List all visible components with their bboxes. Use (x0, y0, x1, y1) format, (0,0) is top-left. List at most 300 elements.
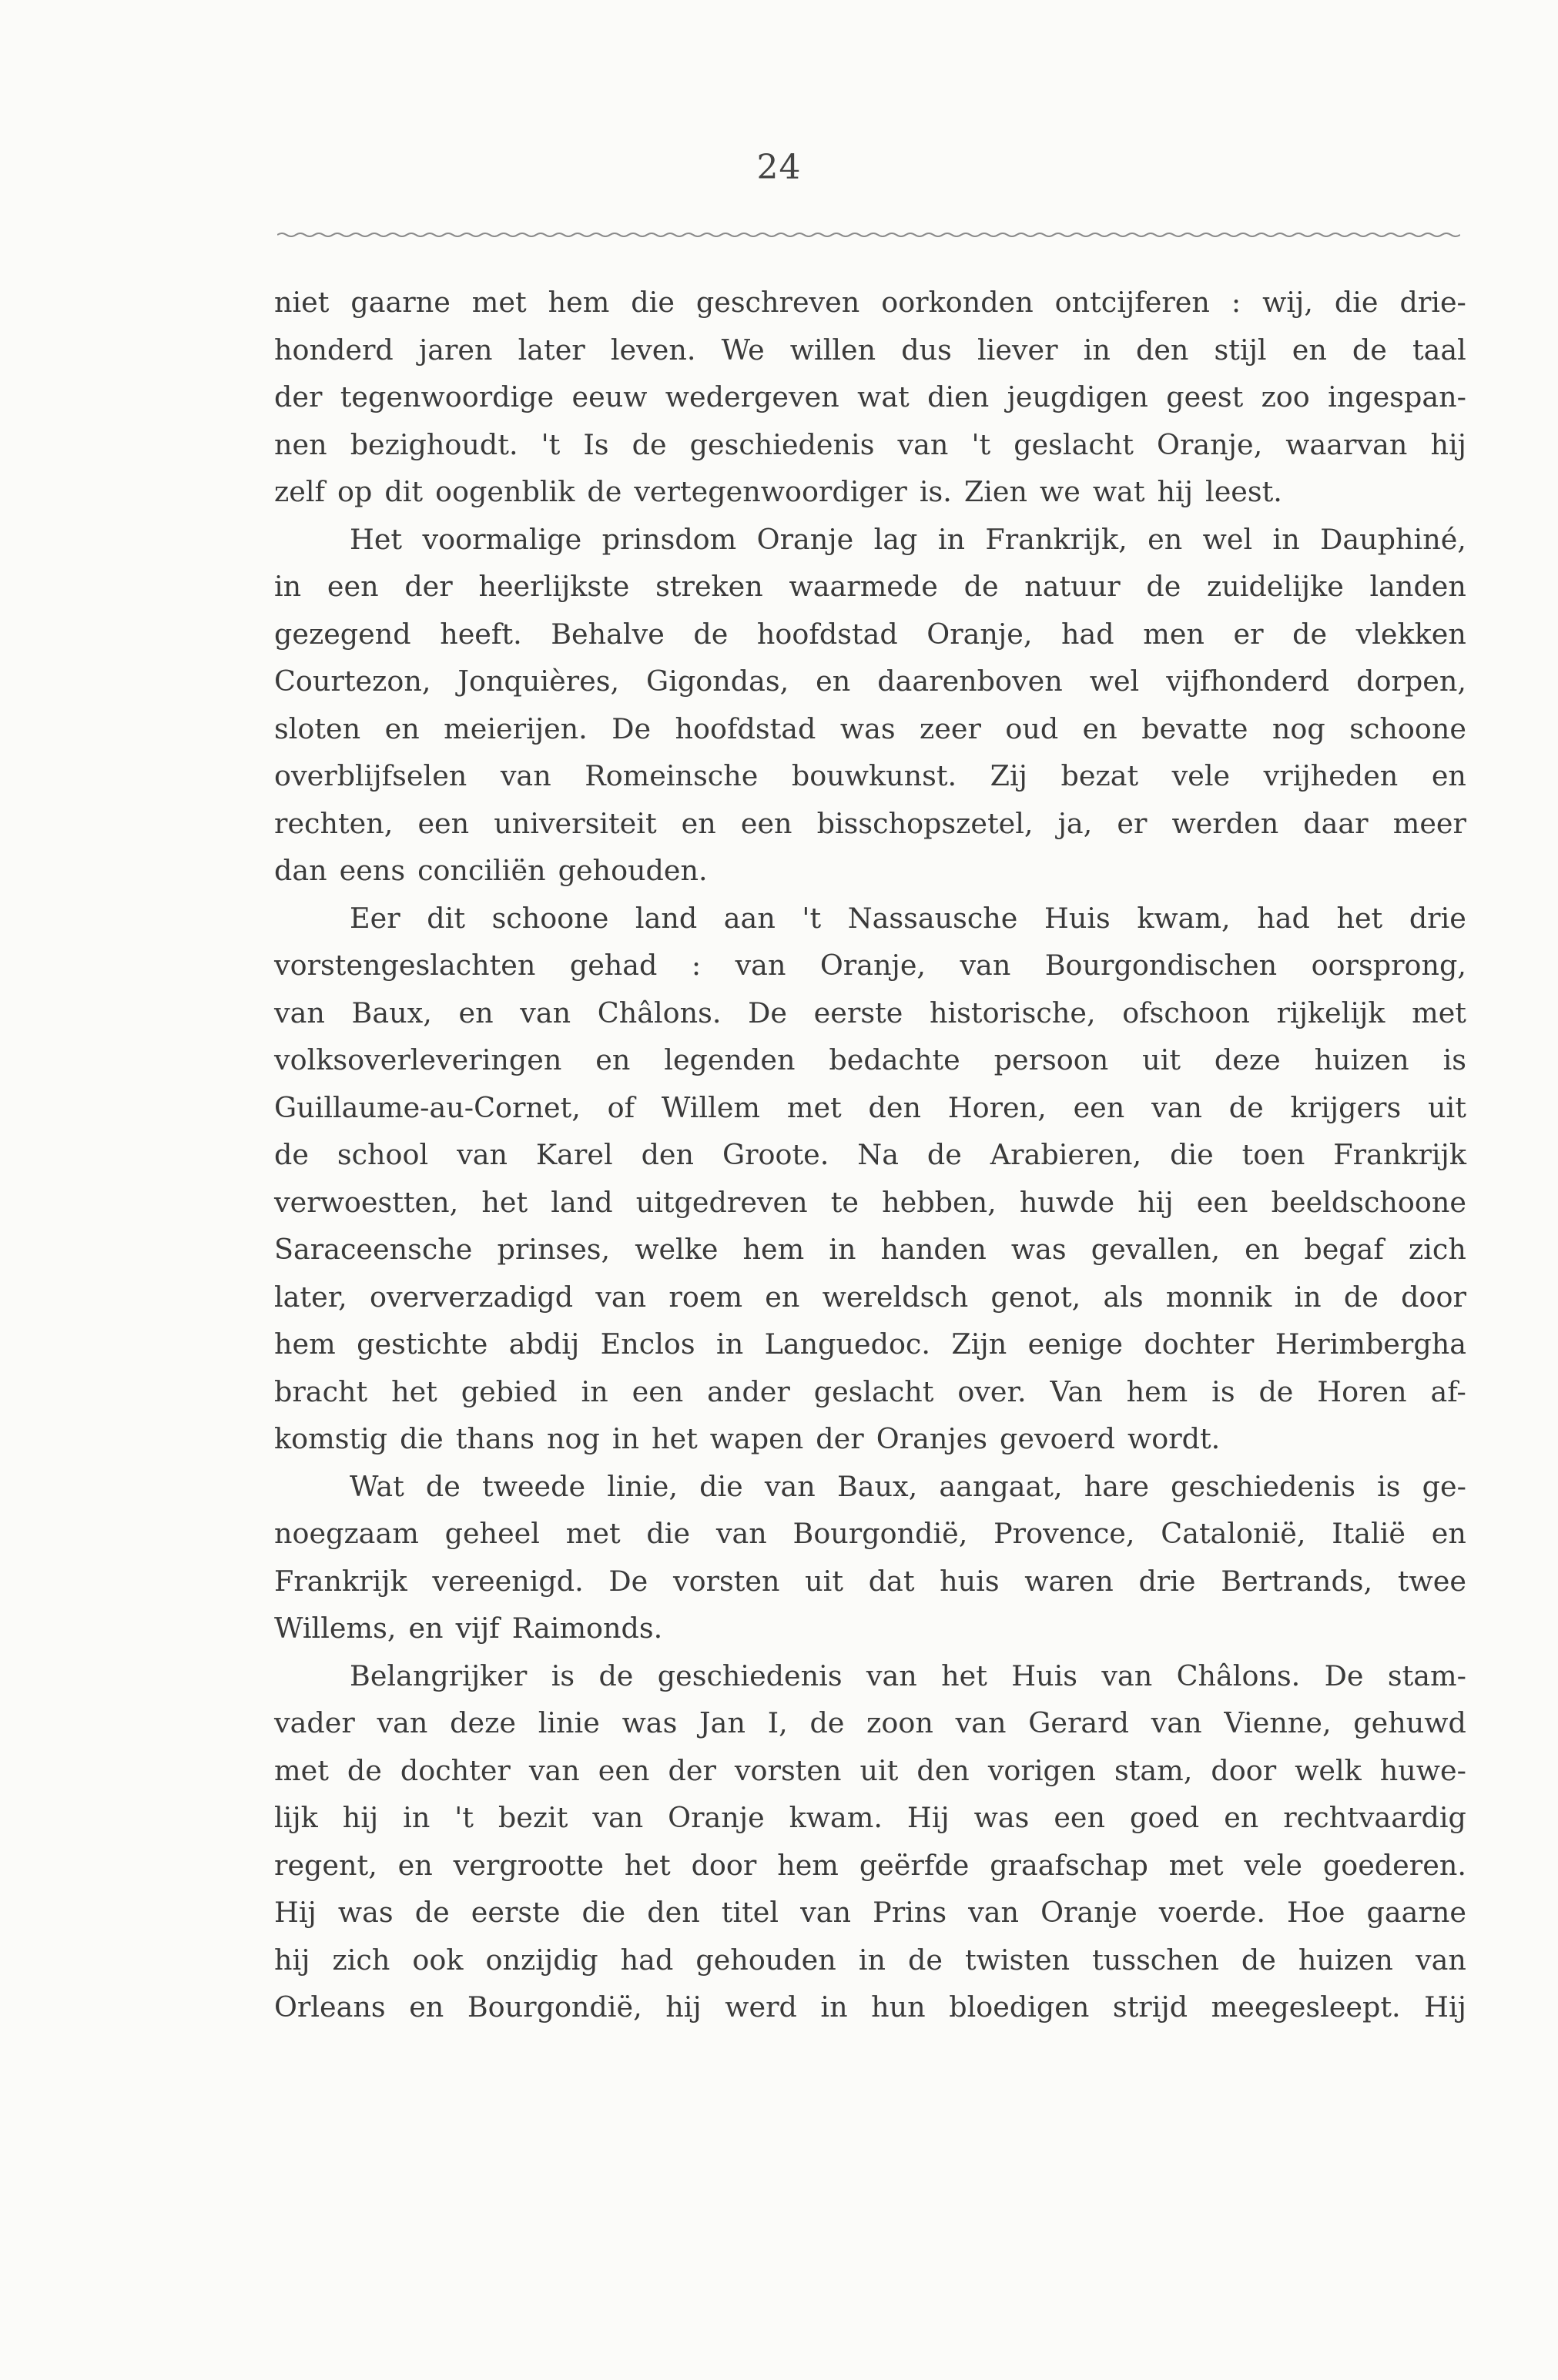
word: in (611, 1422, 640, 1455)
word: Châlons. (1176, 1659, 1301, 1692)
word: van (968, 1896, 1020, 1929)
word: bezighoudt. (350, 427, 518, 461)
word: hoofdstad (756, 617, 898, 651)
word: vereenigd. (432, 1564, 584, 1598)
word: hem (274, 1327, 336, 1361)
word: linie, (607, 1469, 678, 1503)
word: lijk (274, 1801, 318, 1834)
text-line (274, 895, 1466, 942)
word: zoo (1261, 380, 1310, 413)
word: van (764, 1469, 816, 1503)
word: Baux, (351, 996, 432, 1029)
word: die (1170, 1138, 1214, 1171)
word: beeldschoone (1271, 1185, 1466, 1219)
word: linie (538, 1706, 600, 1739)
text-line (274, 800, 1466, 848)
word: Behalve (551, 617, 665, 651)
word: hij (1430, 427, 1466, 461)
word: strijd (1112, 1990, 1188, 2024)
word: geschiedenis (657, 1659, 843, 1692)
word: stam, (1114, 1753, 1193, 1787)
word: huizen (1298, 1943, 1393, 1977)
word: was (973, 1801, 1030, 1834)
word: zich (332, 1943, 390, 1977)
word: tweede (482, 1469, 586, 1503)
word: met (786, 1090, 842, 1124)
word: van (500, 759, 551, 792)
word: is (1442, 1043, 1466, 1076)
word: van (1415, 1943, 1466, 1977)
word: gevallen, (1091, 1233, 1221, 1266)
word: toen (1241, 1138, 1305, 1171)
word: rechten, (274, 806, 394, 840)
word: dus (901, 333, 952, 367)
word: wedergeven (665, 380, 839, 413)
word: kwam, (1137, 901, 1231, 935)
word: Wat (350, 1469, 404, 1503)
word: geslacht (1014, 427, 1134, 461)
text-line (274, 563, 1466, 611)
word: als (1103, 1280, 1144, 1314)
word: uit (859, 1753, 899, 1787)
word: van (457, 1138, 508, 1171)
word: gezegend (274, 617, 411, 651)
text-line (274, 279, 1466, 326)
word: : (1231, 286, 1241, 319)
word: is. (919, 475, 952, 508)
word: goed (1129, 1801, 1200, 1834)
word: de (908, 1943, 943, 1977)
word: De (748, 996, 788, 1029)
word: legenden (664, 1043, 796, 1076)
word: schoone (1349, 711, 1466, 745)
word: van (1101, 1659, 1153, 1692)
word: zoon (866, 1706, 933, 1739)
word: wel (1202, 522, 1253, 556)
word: 't (541, 427, 561, 461)
word: de (414, 1896, 450, 1929)
word: gebied (461, 1374, 558, 1408)
word: Arabieren, (990, 1138, 1142, 1171)
word: bezit (498, 1801, 568, 1834)
word: is (1211, 1374, 1235, 1408)
word: meegesleept. (1211, 1990, 1401, 2024)
word: werd (725, 1990, 797, 2024)
word: komstig (274, 1422, 388, 1455)
word: die (581, 1896, 626, 1929)
word: het (652, 1422, 698, 1455)
ornament-wavy-rule (277, 228, 1460, 242)
word: zuidelijke (1207, 570, 1344, 603)
word: Willem (661, 1090, 761, 1124)
word: een (327, 570, 379, 603)
word: leest. (1205, 475, 1282, 508)
word: de (1292, 617, 1328, 651)
word: van (960, 949, 1011, 982)
word: bezat (1060, 759, 1139, 792)
word: gehouden. (558, 854, 708, 887)
word: hem (548, 286, 610, 319)
word: vorsten (672, 1564, 780, 1598)
word: dochter (400, 1753, 511, 1787)
word: der (404, 570, 453, 603)
word: universiteit (494, 806, 657, 840)
text-line (274, 1415, 1466, 1463)
word: het (391, 1374, 437, 1408)
word: graafschap (990, 1848, 1148, 1882)
text-line (274, 1226, 1466, 1274)
word: en (1224, 1801, 1259, 1834)
word: natuur (1024, 570, 1121, 603)
word: een (1196, 1185, 1248, 1219)
word: het (624, 1848, 671, 1882)
word: schoone (491, 901, 609, 935)
word: dit (427, 901, 465, 935)
word: I, (767, 1706, 788, 1739)
word: Belangrijker (350, 1659, 528, 1692)
word: niet (274, 286, 330, 319)
word: De (1324, 1659, 1364, 1692)
word: bloedigen (949, 1990, 1090, 2024)
word: prinses, (497, 1233, 611, 1266)
word: hij (274, 1943, 310, 1977)
word: de (587, 475, 622, 508)
text-line (274, 1368, 1466, 1416)
word: Saraceensche (274, 1233, 473, 1266)
word: deze (1214, 1043, 1281, 1076)
word: van (595, 1280, 647, 1314)
word: vertegenwoordiger (634, 475, 907, 508)
word: kwam. (789, 1801, 883, 1834)
word: Frankrijk (1333, 1138, 1466, 1171)
word: op (337, 475, 373, 508)
word: nog (1272, 711, 1325, 745)
word: ander (707, 1374, 790, 1408)
word: een (1054, 1801, 1106, 1834)
word: hij (665, 1990, 702, 2024)
word: men (1143, 617, 1205, 651)
word: aan (723, 901, 776, 935)
word: twisten (965, 1943, 1070, 1977)
word: heerlijkste (478, 570, 630, 603)
text-line (274, 1842, 1466, 1890)
word: die (699, 1469, 743, 1503)
word: nen (274, 427, 327, 461)
word: overblijfselen (274, 759, 467, 792)
word: wapen (709, 1422, 804, 1455)
word: Catalonië, (1161, 1517, 1306, 1550)
word: regent, (274, 1848, 377, 1882)
word: die (631, 286, 675, 319)
word: de (1258, 1374, 1294, 1408)
word: Horen (1317, 1374, 1407, 1408)
word: geschiedenis (689, 427, 875, 461)
word: De (611, 711, 652, 745)
word: stijl (1214, 333, 1267, 367)
word: hebben, (882, 1185, 997, 1219)
word: de (1241, 1943, 1276, 1977)
word: Gerard (1028, 1706, 1129, 1739)
word: lag (873, 522, 918, 556)
text-line (274, 326, 1466, 374)
word: aangaat, (939, 1469, 1063, 1503)
word: volksoverleveringen (274, 1043, 562, 1076)
word: vrijheden (1263, 759, 1399, 792)
word: Oranje, (926, 617, 1033, 651)
word: en (458, 996, 494, 1029)
word: de (1352, 333, 1387, 367)
word: krijgers (1290, 1090, 1402, 1124)
word: streken (655, 570, 763, 603)
word: hem (777, 1848, 839, 1882)
word: leven. (610, 333, 696, 367)
word: de (1228, 1090, 1264, 1124)
word: uit (1142, 1043, 1181, 1076)
word: een (740, 806, 792, 840)
word: een (632, 1374, 684, 1408)
word: vorsten (734, 1753, 842, 1787)
word: daar (1303, 806, 1369, 840)
word: en (1245, 1233, 1280, 1266)
word: in (581, 1374, 608, 1408)
word: hij (1138, 1185, 1174, 1219)
word: der (274, 380, 323, 413)
word: was (839, 711, 896, 745)
word: Zien (963, 475, 1027, 508)
word: door (1211, 1753, 1277, 1787)
word: Groote. (722, 1138, 829, 1171)
text-line (274, 1699, 1466, 1747)
text-line (274, 1889, 1466, 1936)
word: eeuw (571, 380, 648, 413)
word: later, (274, 1280, 347, 1314)
text-line (274, 1131, 1466, 1179)
word: Vienne, (1224, 1706, 1332, 1739)
word: bedachte (829, 1043, 960, 1076)
word: deze (450, 1706, 516, 1739)
word: school (337, 1138, 429, 1171)
text-line (274, 1652, 1466, 1700)
word: bracht (274, 1374, 368, 1408)
word: liever (977, 333, 1058, 367)
word: onzijdig (485, 1943, 598, 1977)
word: dat (868, 1564, 915, 1598)
word: nog (546, 1422, 600, 1455)
text-line (274, 1510, 1466, 1558)
word: titel (721, 1896, 779, 1929)
word: er (1233, 617, 1264, 651)
word: Courtezon, (274, 664, 431, 698)
page-number: 24 (756, 148, 802, 187)
word: gaarne (1366, 1896, 1466, 1929)
word: drie- (1399, 286, 1466, 319)
word: eerste (471, 1896, 561, 1929)
word: van (866, 1659, 917, 1692)
word: De (608, 1564, 648, 1598)
text-line (274, 1036, 1466, 1084)
word: Frankrijk, (985, 522, 1127, 556)
word: monnik (1165, 1280, 1272, 1314)
word: ofschoon (1122, 996, 1250, 1029)
word: Raimonds. (511, 1612, 663, 1645)
word: huis (940, 1564, 1000, 1598)
text-line (274, 468, 1466, 516)
word: wat (1092, 475, 1145, 508)
word: dan (274, 854, 327, 887)
word: oorkonden (881, 286, 1034, 319)
word: Nassausche (847, 901, 1018, 935)
word: noegzaam (274, 1517, 419, 1550)
word: vorigen (987, 1753, 1097, 1787)
word: de (963, 570, 999, 603)
word: land (635, 901, 698, 935)
word: Baux, (836, 1469, 918, 1503)
word: goederen. (1322, 1848, 1466, 1882)
word: abdij (508, 1327, 580, 1361)
word: had (1061, 617, 1114, 651)
word: Hij (1424, 1990, 1466, 2024)
word: landen (1369, 570, 1466, 603)
word: van (800, 1896, 852, 1929)
word: het (481, 1185, 528, 1219)
word: dien (927, 380, 990, 413)
word: welk (1295, 1753, 1362, 1787)
word: een (1073, 1090, 1125, 1124)
word: daarenboven (877, 664, 1063, 698)
word: vorstengeslachten (274, 949, 536, 982)
word: het (1336, 901, 1383, 935)
word: de (632, 427, 667, 461)
word: uit (805, 1564, 844, 1598)
body-text (274, 279, 1466, 2031)
word: sloten (274, 711, 361, 745)
text-line (274, 1747, 1466, 1795)
word: Châlons. (597, 996, 722, 1029)
word: en (384, 711, 420, 745)
word: uitgedreven (635, 1185, 808, 1219)
word: het (941, 1659, 987, 1692)
word: vijfhonderd (1166, 664, 1330, 698)
word: Provence, (993, 1517, 1135, 1550)
word: wordt. (1127, 1422, 1221, 1455)
word: : (691, 949, 702, 982)
word: Romeinsche (585, 759, 759, 792)
word: een (598, 1753, 650, 1787)
word: dochter (1144, 1327, 1255, 1361)
word: ook (412, 1943, 464, 1977)
word: Bourgondië, (792, 1517, 968, 1550)
word: of (607, 1090, 635, 1124)
word: eens (339, 854, 406, 887)
text-line (274, 1084, 1466, 1132)
word: Oranjes (876, 1422, 987, 1455)
word: huizen (1314, 1043, 1409, 1076)
word: de (693, 617, 729, 651)
word: en (397, 1848, 433, 1882)
word: de (809, 1706, 845, 1739)
text-line (274, 1321, 1466, 1368)
word: den (647, 1896, 700, 1929)
text-line (274, 421, 1466, 469)
word: voormalige (422, 522, 582, 556)
word: oogenblik (435, 475, 575, 508)
word: oud (1005, 711, 1059, 745)
word: bouwkunst. (791, 759, 957, 792)
word: vlekken (1355, 617, 1466, 651)
word: Bourgondië, (467, 1990, 642, 2024)
text-line (274, 1983, 1466, 2031)
word: de (425, 1469, 461, 1503)
word: Hoe (1287, 1896, 1345, 1929)
word: rijkelijk (1276, 996, 1385, 1029)
text-line (274, 1936, 1466, 1984)
word: huwe- (1379, 1753, 1466, 1787)
word: in (716, 1327, 744, 1361)
word: roem (668, 1280, 743, 1314)
word: den (868, 1090, 921, 1124)
word: dit (384, 475, 424, 508)
word: van (377, 1706, 428, 1739)
word: We (721, 333, 765, 367)
word: ingespan- (1328, 380, 1466, 413)
word: is (1377, 1469, 1401, 1503)
word: Oranje (668, 1801, 765, 1834)
word: Oranje (756, 522, 854, 556)
word: Oranje, (819, 949, 926, 982)
word: in (937, 522, 966, 556)
word: genot, (990, 1280, 1081, 1314)
word: zeer (920, 711, 981, 745)
word: stam- (1387, 1659, 1466, 1692)
word: Dauphiné, (1320, 522, 1466, 556)
word: welke (635, 1233, 719, 1266)
word: in (829, 1233, 856, 1266)
word: had (1257, 901, 1310, 935)
word: werden (1171, 806, 1279, 840)
word: meierijen. (444, 711, 588, 745)
word: en (1431, 759, 1466, 792)
word: gaarne (350, 286, 451, 319)
word: thans (455, 1422, 534, 1455)
word: Italië (1332, 1517, 1406, 1550)
word: drie (1138, 1564, 1196, 1598)
word: wel (1089, 664, 1140, 698)
word: vergrootte (453, 1848, 605, 1882)
word: der (816, 1422, 864, 1455)
word: oververzadigd (369, 1280, 574, 1314)
word: verwoestten, (274, 1185, 459, 1219)
word: Van (1050, 1374, 1103, 1408)
word: 't (454, 1801, 474, 1834)
text-line (274, 1605, 1466, 1652)
word: vele (1244, 1848, 1302, 1882)
word: te (830, 1185, 859, 1219)
word: een (417, 806, 470, 840)
word: jeugdigen (1007, 380, 1148, 413)
word: van (1151, 1090, 1202, 1124)
word: Bourgondischen (1044, 949, 1278, 982)
word: van (715, 1517, 767, 1550)
word: drie (1409, 901, 1466, 935)
word: Enclos (600, 1327, 695, 1361)
word: was (1010, 1233, 1067, 1266)
word: ja, (1057, 806, 1093, 840)
word: jaren (418, 333, 493, 367)
word: conciliën (417, 854, 546, 887)
word: vele (1171, 759, 1231, 792)
word: geslacht (813, 1374, 934, 1408)
text-line (274, 611, 1466, 658)
